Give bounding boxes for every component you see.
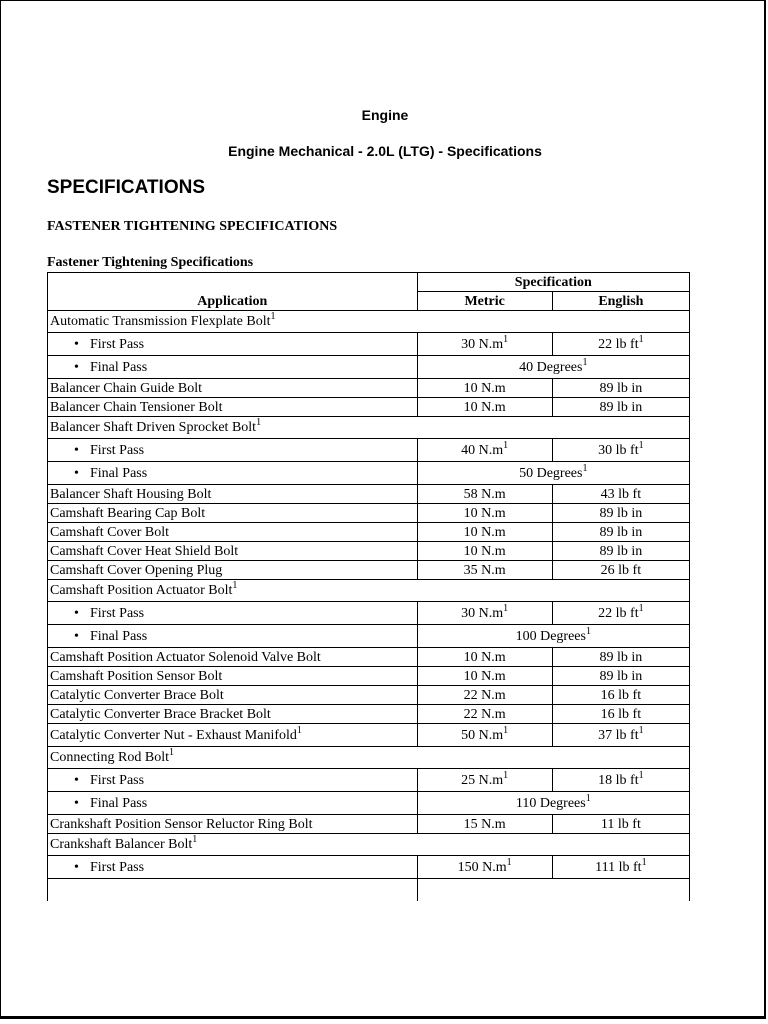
application-cell [48,311,690,333]
table-row [48,856,690,879]
english-cell [552,769,689,792]
application-cell [48,379,418,398]
metric-cell-text: 25 N.m [461,772,504,788]
table-row [48,625,690,648]
english-cell [552,398,689,417]
table-row [48,417,690,439]
footnote-marker: 1 [192,834,198,845]
footnote-marker: 1 [638,769,644,781]
application-cell-text: Connecting Rod Bolt [50,750,169,765]
application-cell [48,485,418,504]
application-cell [48,417,690,439]
table-row [48,602,690,625]
subsection-heading: FASTENER TIGHTENING SPECIFICATIONS [47,219,338,234]
table-row [48,747,690,769]
metric-cell [417,705,552,724]
metric-cell-text: 10 N.m [463,380,506,396]
application-cell-text: Crankshaft Balancer Bolt [50,837,193,852]
english-cell-text: 26 lb ft [600,562,642,578]
metric-cell-text: 10 N.m [463,505,506,521]
table-row [48,504,690,523]
header-specification: Specification [417,273,689,292]
english-cell [552,333,689,356]
metric-cell [417,504,552,523]
footnote-marker: 1 [503,333,509,345]
document-title: Engine [361,107,409,123]
footnote-marker: 1 [296,724,302,736]
angle-cell-text: 50 Degrees [519,465,583,481]
metric-cell-text: 58 N.m [463,486,506,502]
application-cell [48,398,418,417]
application-cell [48,724,418,747]
application-cell-text: Camshaft Cover Heat Shield Bolt [50,543,239,559]
footnote-marker: 1 [582,462,588,474]
application-cell-text: Camshaft Position Actuator Bolt [50,583,233,598]
english-cell-text: 18 lb ft [598,772,639,788]
english-cell [552,504,689,523]
application-cell [48,561,418,580]
application-cell-text: • First Pass [50,860,144,875]
english-cell-text: 89 lb in [599,524,643,540]
english-cell [552,686,689,705]
english-cell [552,561,689,580]
table-row [48,580,690,602]
angle-cell-text: 40 Degrees [519,359,583,375]
english-cell [552,379,689,398]
english-cell-text: 89 lb in [599,649,643,665]
footnote-marker: 1 [506,856,512,868]
application-cell [48,580,690,602]
english-cell [552,485,689,504]
english-cell [552,856,689,879]
application-cell-text: Camshaft Position Actuator Solenoid Valve Bolt [50,649,321,665]
angle-cell-text: 100 Degrees [515,628,586,644]
angle-cell [417,462,689,485]
english-cell-text: 16 lb ft [600,687,642,703]
table-row [48,561,690,580]
footnote-marker: 1 [641,856,647,868]
metric-cell-text: 10 N.m [463,649,506,665]
metric-cell [417,561,552,580]
metric-cell [417,398,552,417]
english-cell-text: 37 lb ft [598,727,639,743]
application-cell-text: • Final Pass [50,360,147,375]
application-cell-text: Balancer Shaft Housing Bolt [50,486,212,502]
english-cell [552,724,689,747]
footnote-marker: 1 [638,333,644,345]
table-row [48,356,690,379]
application-cell [48,542,418,561]
english-cell-text: 89 lb in [599,505,643,521]
application-cell [48,705,418,724]
english-cell-text: 22 lb ft [598,605,639,621]
table-row [48,523,690,542]
empty-cell [417,879,689,902]
table-row [48,792,690,815]
english-cell [552,667,689,686]
application-cell-text: Camshaft Bearing Cap Bolt [50,505,206,521]
metric-cell-text: 15 N.m [463,816,506,832]
application-cell-text: Camshaft Cover Bolt [50,524,169,540]
english-cell-text: 16 lb ft [600,706,642,722]
application-cell [48,815,418,834]
metric-cell [417,667,552,686]
metric-cell [417,439,552,462]
application-cell-text: Balancer Chain Tensioner Bolt [50,399,223,415]
application-cell-text: Catalytic Converter Nut - Exhaust Manifold [50,727,297,743]
english-cell-text: 11 lb ft [600,816,641,832]
application-cell [48,625,418,648]
table-row [48,485,690,504]
english-cell [552,439,689,462]
metric-cell [417,686,552,705]
application-cell [48,648,418,667]
table-row [48,439,690,462]
application-cell-text: Camshaft Cover Opening Plug [50,562,223,578]
angle-cell-text: 110 Degrees [515,795,586,811]
header-application: Application [48,273,418,311]
english-cell-text: 89 lb in [599,668,643,684]
table-row [48,705,690,724]
english-cell [552,705,689,724]
metric-cell-text: 150 N.m [457,859,507,875]
metric-cell-text: 30 N.m [461,605,504,621]
spec-table [47,272,690,901]
header-english: English [552,292,689,311]
english-cell-text: 89 lb in [599,543,643,559]
english-cell-text: 111 lb ft [595,859,642,875]
application-cell-text: Catalytic Converter Brace Bracket Bolt [50,706,271,722]
metric-cell [417,523,552,542]
application-cell [48,504,418,523]
application-cell [48,602,418,625]
application-cell [48,462,418,485]
footnote-marker: 1 [503,769,509,781]
table-caption: Fastener Tightening Specifications [47,255,254,270]
english-cell-text: 89 lb in [599,399,643,415]
application-cell-text: • Final Pass [50,466,147,481]
angle-cell [417,625,689,648]
english-cell-text: 22 lb ft [598,336,639,352]
metric-cell [417,379,552,398]
metric-cell-text: 22 N.m [463,687,506,703]
metric-cell [417,542,552,561]
application-cell-text: Catalytic Converter Brace Bolt [50,687,224,703]
table-row [48,379,690,398]
metric-cell-text: 40 N.m [461,442,504,458]
application-cell [48,747,690,769]
metric-cell-text: 50 N.m [461,727,504,743]
english-cell-text: 30 lb ft [598,442,639,458]
application-cell-text: • Final Pass [50,629,147,644]
metric-cell [417,648,552,667]
footnote-marker: 1 [638,602,644,614]
application-cell [48,356,418,379]
application-cell-text: • First Pass [50,773,144,788]
application-cell [48,686,418,705]
metric-cell-text: 30 N.m [461,336,504,352]
footnote-marker: 1 [585,625,591,637]
application-cell [48,333,418,356]
table-row [48,815,690,834]
table-row [48,333,690,356]
header-metric: Metric [417,292,552,311]
application-cell-text: Balancer Chain Guide Bolt [50,380,203,396]
angle-cell [417,356,689,379]
english-cell [552,815,689,834]
table-row [48,686,690,705]
metric-cell [417,485,552,504]
application-cell-text: Automatic Transmission Flexplate Bolt [50,314,271,329]
application-cell [48,523,418,542]
metric-cell-text: 10 N.m [463,543,506,559]
footnote-marker: 1 [169,747,174,758]
application-cell-text: • First Pass [50,606,144,621]
metric-cell-text: 10 N.m [463,524,506,540]
table-row [48,311,690,333]
application-cell-text: Balancer Shaft Driven Sprocket Bolt [50,420,257,435]
application-cell-text: • First Pass [50,443,144,458]
document-subtitle: Engine Mechanical - 2.0L (LTG) - Specifications [228,143,542,159]
table-row [48,542,690,561]
application-cell [48,439,418,462]
metric-cell-text: 22 N.m [463,706,506,722]
footnote-marker: 1 [503,602,509,614]
table-row [48,462,690,485]
application-cell [48,834,690,856]
table-row [48,667,690,686]
footnote-marker: 1 [638,439,644,451]
empty-cell [48,879,418,902]
english-cell-text: 89 lb in [599,380,643,396]
table-row [48,834,690,856]
footnote-marker: 1 [270,311,276,322]
table-row [48,724,690,747]
footnote-marker: 1 [582,356,588,368]
application-cell-text: Crankshaft Position Sensor Reluctor Ring Bolt [50,816,313,832]
angle-cell [417,792,689,815]
english-cell [552,523,689,542]
table-row [48,769,690,792]
footnote-marker: 1 [503,724,509,736]
table-row [48,648,690,667]
application-cell-text: • First Pass [50,337,144,352]
metric-cell [417,769,552,792]
table-row [48,398,690,417]
metric-cell [417,602,552,625]
footnote-marker: 1 [585,792,591,804]
english-cell-text: 43 lb ft [600,486,642,502]
metric-cell [417,724,552,747]
footnote-marker: 1 [232,580,238,591]
application-cell [48,769,418,792]
footnote-marker: 1 [256,417,262,428]
metric-cell-text: 10 N.m [463,399,506,415]
metric-cell [417,333,552,356]
application-cell-text: • Final Pass [50,796,147,811]
english-cell [552,602,689,625]
application-cell [48,856,418,879]
footnote-marker: 1 [638,724,644,736]
footnote-marker: 1 [503,439,509,451]
table-row [48,879,690,902]
metric-cell [417,856,552,879]
application-cell [48,792,418,815]
section-heading: SPECIFICATIONS [47,177,205,198]
english-cell [552,648,689,667]
metric-cell-text: 10 N.m [463,668,506,684]
english-cell [552,542,689,561]
metric-cell [417,815,552,834]
metric-cell-text: 35 N.m [463,562,506,578]
application-cell-text: Camshaft Position Sensor Bolt [50,668,223,684]
application-cell [48,667,418,686]
